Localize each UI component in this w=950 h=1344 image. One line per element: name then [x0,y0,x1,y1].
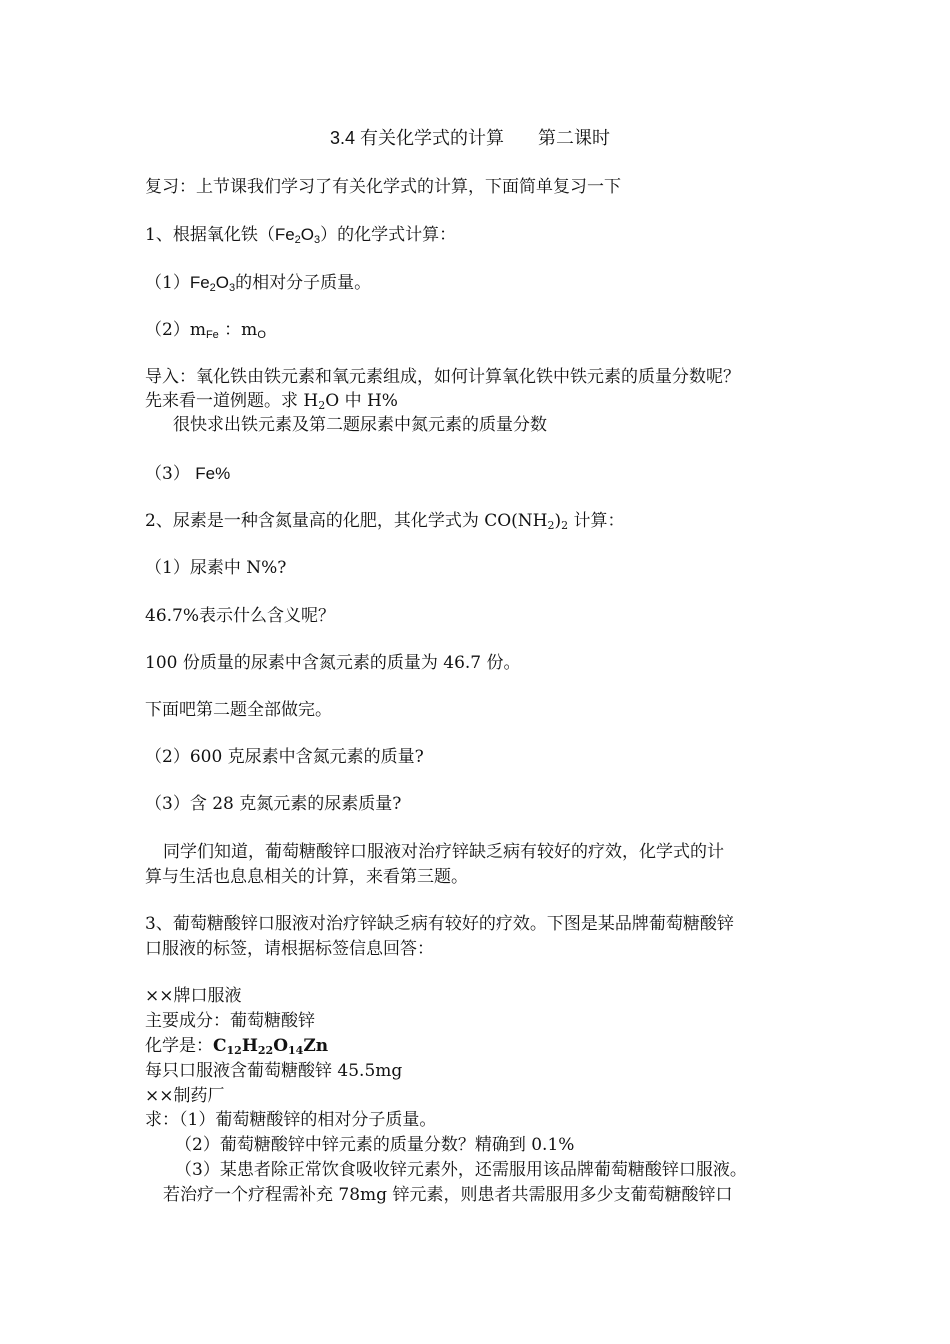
page-title [330,126,610,151]
finish-instruction: 下面吧第二题全部做完。 [145,700,332,720]
question-2-part-2: （2）600 克尿素中含氮元素的质量? [145,747,424,767]
intro-line-2: 先来看一道例题。求 $H_2O$ 中 H% [145,391,398,412]
label-ingredient: 主要成分：葡萄糖酸锌 [145,1011,315,1031]
question-2: 2、尿素是一种含氮量高的化肥，其化学式为 $CO(NH_2)_2$ 计算： [145,511,625,532]
question-1-part-1: $(1)Fe_2O_3$的相对分子质量。 [145,273,372,294]
title-main: 3.4 有关化学式的计算 [330,128,505,148]
question-3-line-2: 口服液的标签，请根据标签信息回答： [145,939,434,959]
transition-line-2: 算与生活也息息相关的计算，来看第三题。 [145,867,468,887]
review-line: 复习：上节课我们学习了有关化学式的计算，下面简单复习一下 [145,177,621,197]
question-3-line-1: 3、葡萄糖酸锌口服液对治疗锌缺乏病有较好的疗效。下图是某品牌葡萄糖酸锌 [145,914,734,934]
intro-line-1: 导入：氧化铁由铁元素和氧元素组成，如何计算氧化铁中铁元素的质量分数呢？ [145,367,740,387]
ask-part-3: （3）某患者除正常饮食吸收锌元素外，还需服用该品牌葡萄糖酸锌口服液。 [175,1160,747,1180]
question-1-part-2: $(2)m_{Fe}$ ：$m_O$ [145,320,266,341]
ask-part-1: 求：（1）葡萄糖酸锌的相对分子质量。 [145,1110,437,1130]
intro-line-3: 很快求出铁元素及第二题尿素中氮元素的质量分数 [173,415,547,435]
question-1-part-3: （3） Fe% [145,464,231,484]
question-2-part-1: （1）尿素中 N%? [145,558,287,578]
label-formula: 化学是：$C_{12}H_{22}O_{14}Zn$ [145,1036,329,1057]
ask-part-2: （2）葡萄糖酸锌中锌元素的质量分数？精确到 0.1% [175,1135,575,1155]
label-brand: ××牌口服液 [145,986,242,1006]
question-2-part-3: （3）含 28 克氮元素的尿素质量? [145,794,402,814]
title-lesson: 第二课时 [538,128,611,148]
question-1: 1、根据氧化铁$(Fe_2O_3)$的化学式计算： [145,225,457,246]
label-maker: ××制药厂 [145,1086,225,1106]
ask-part-4: 若治疗一个疗程需补充 78mg 锌元素，则患者共需服用多少支葡萄糖酸锌口 [163,1185,733,1205]
meaning-question: 46.7%表示什么含义呢？ [145,606,336,626]
meaning-answer: 100 份质量的尿素中含氮元素的质量为 46.7 份。 [145,653,521,673]
label-content: 每只口服液含葡萄糖酸锌 45.5mg [145,1061,403,1081]
transition-line-1: 同学们知道，葡萄糖酸锌口服液对治疗锌缺乏病有较好的疗效，化学式的计 [163,842,724,862]
